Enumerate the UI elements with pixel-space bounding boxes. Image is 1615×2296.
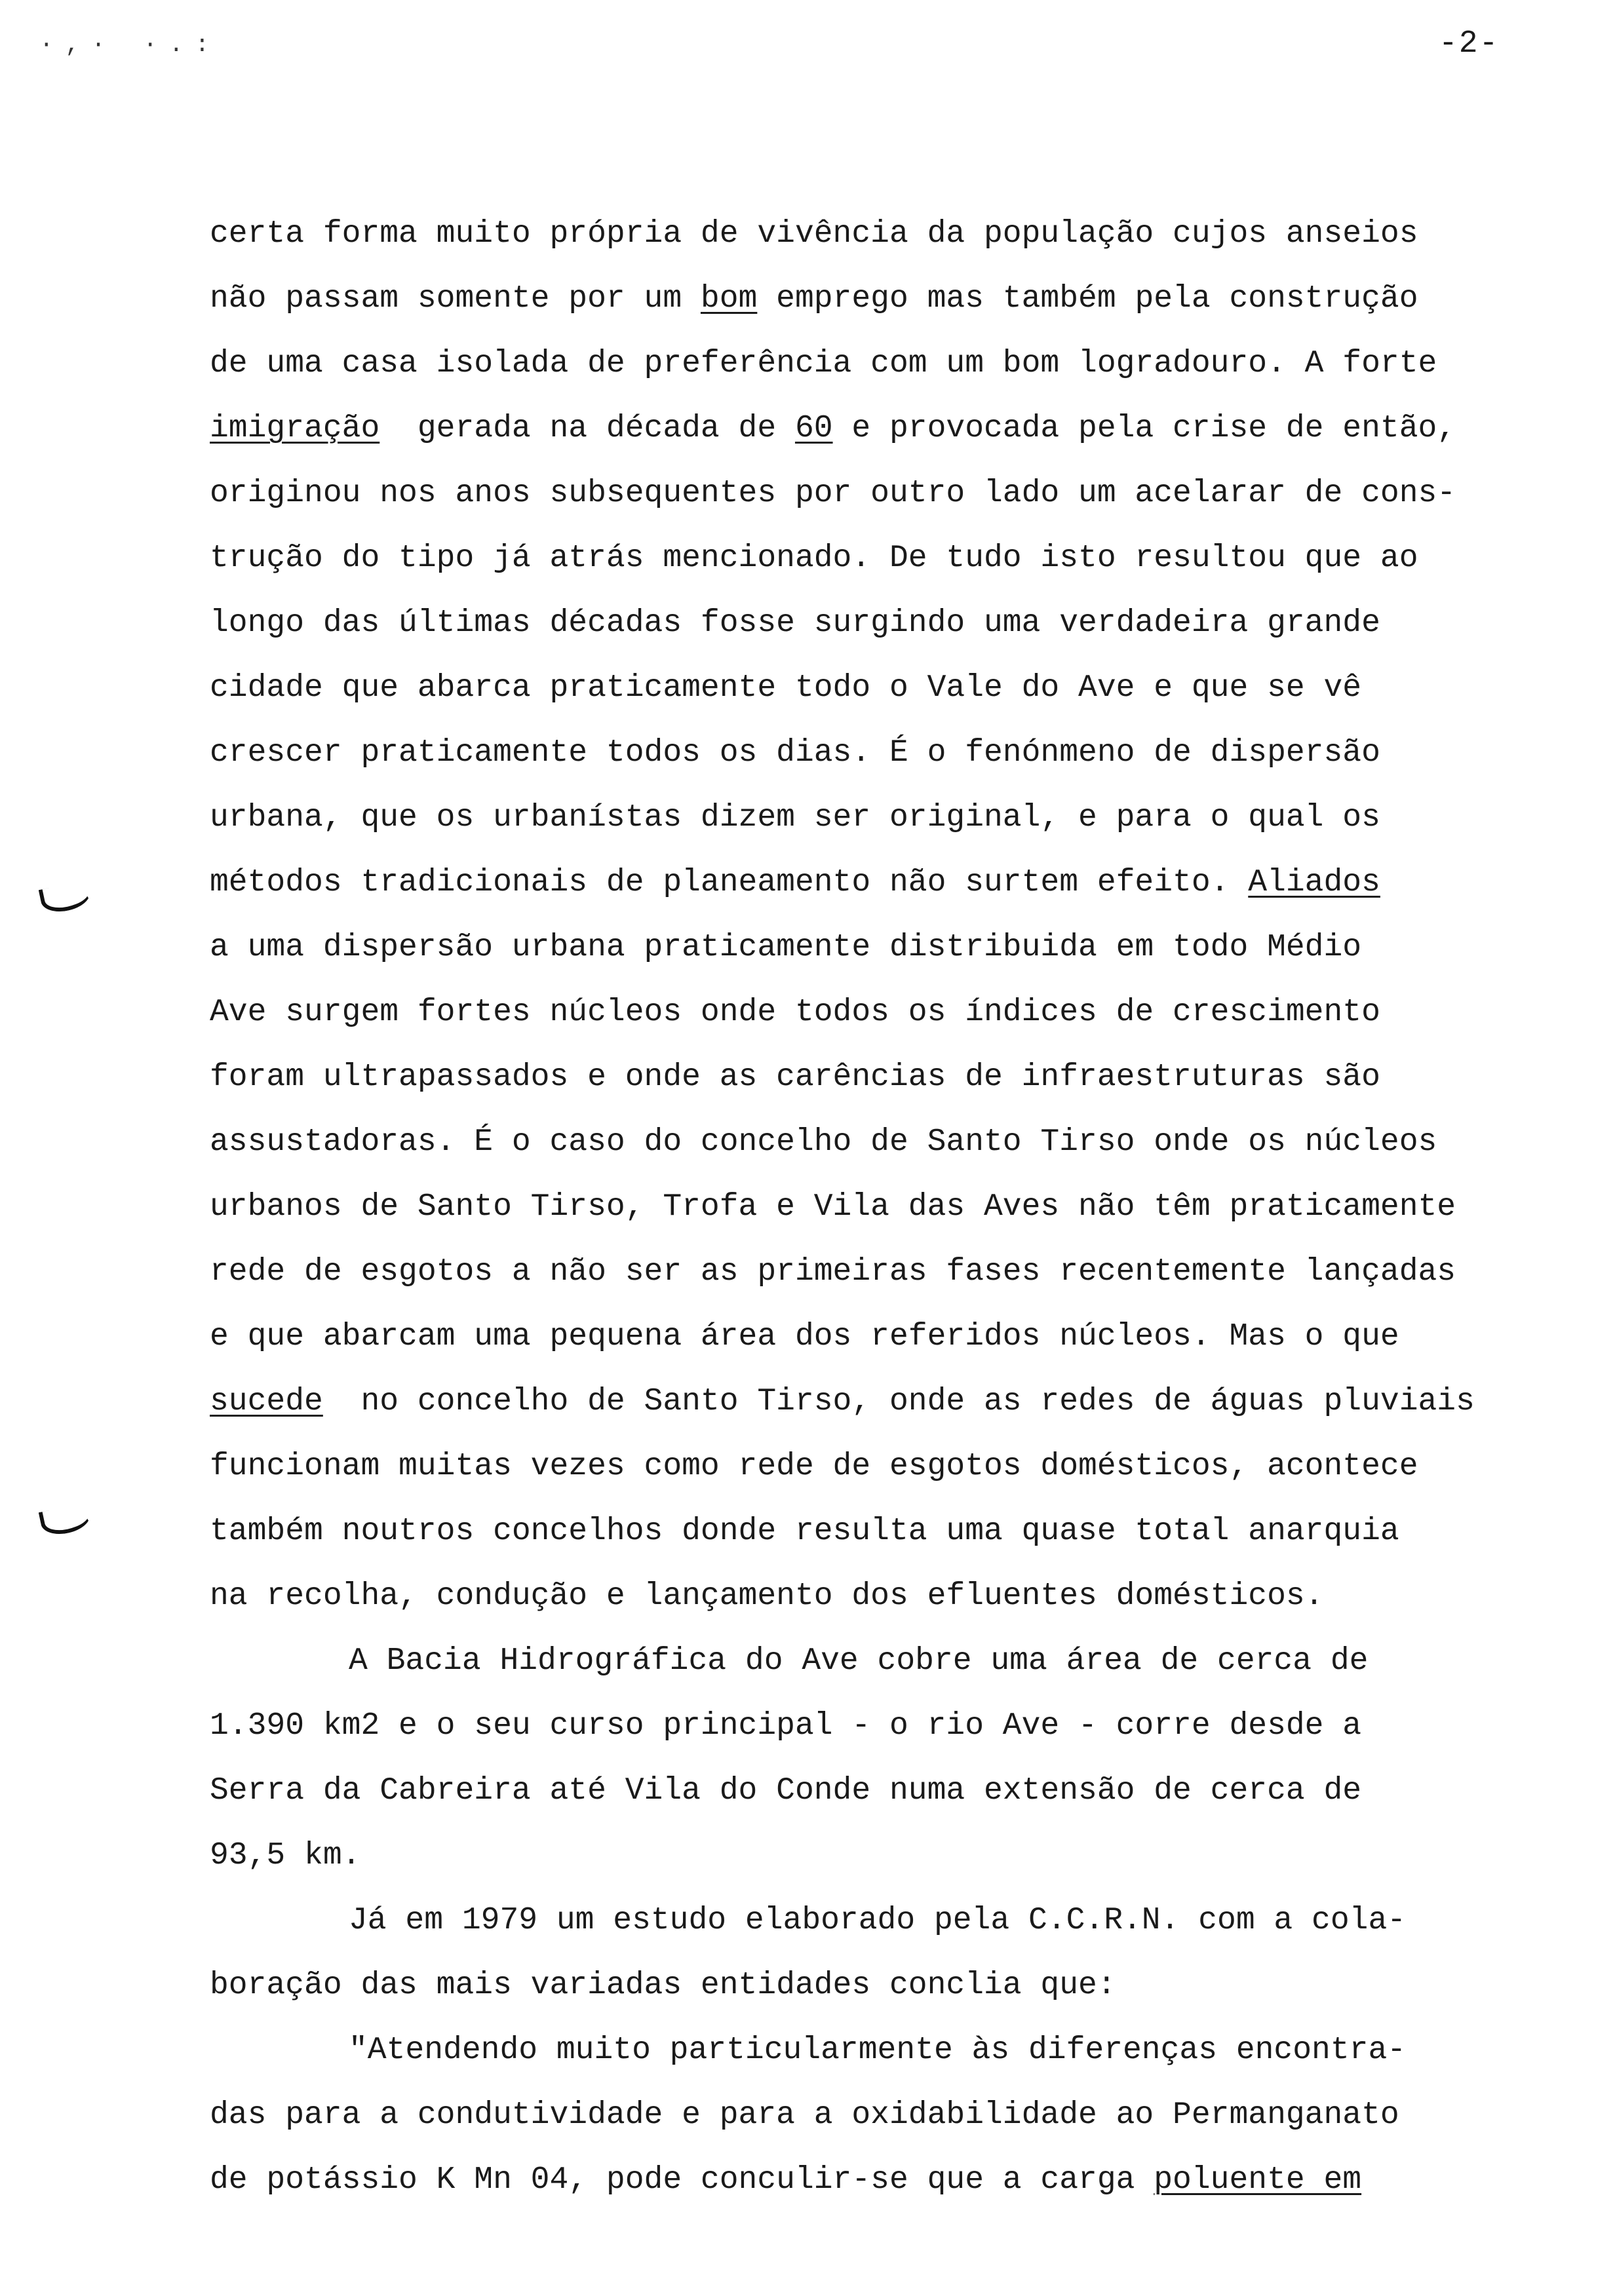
text-run: funcionam muitas vezes como rede de esgotos domésticos, acontece [210,1449,1418,1484]
underlined-word: poluente em [1154,2162,1362,2198]
text-line [210,1759,1475,1824]
text-run: rede de esgotos a não ser as primeiras fases recentemente lançadas [210,1254,1456,1290]
text-line [210,656,1475,721]
text-run: certa forma muito própria de vivência da população cujos anseios [210,216,1418,252]
text-run: A Bacia Hidrográfica do Ave cobre uma área de cerca de [349,1643,1369,1679]
text-run: na recolha, condução e lançamento dos efluentes domésticos. [210,1578,1324,1614]
text-line [210,1824,1475,1888]
text-run: a uma dispersão urbana praticamente distribuida em todo Médio [210,930,1362,965]
text-line [210,332,1475,396]
text-run: assustadoras. É o caso do concelho de Santo Tirso onde os núcleos [210,1124,1437,1160]
text-line [210,1434,1475,1499]
underlined-word: sucede [210,1384,323,1419]
text-line [210,396,1475,461]
text-run: crescer praticamente todos os dias. É o fenónmeno de dispersão [210,735,1380,771]
text-run: foram ultrapassados e onde as carências de infraestruturas são [210,1060,1380,1095]
underlined-word: imigração [210,411,380,446]
text-line [210,461,1475,526]
text-line [210,2083,1475,2148]
text-line [210,1369,1475,1434]
text-run: cidade que abarca praticamente todo o Vale do Ave e que se vê [210,670,1362,706]
page-number: -2- [1439,26,1500,62]
text-run: 1.390 km2 e o seu curso principal - o rio Ave - corre desde a [210,1708,1362,1744]
document-body [210,202,1475,2213]
underlined-word: bom [700,281,758,316]
text-line [210,1110,1475,1175]
text-line [210,1694,1475,1759]
text-run: longo das últimas décadas fosse surgindo uma verdadeira grande [210,605,1380,641]
text-run: no concelho de Santo Tirso, onde as redes de águas pluviais [322,1384,1475,1419]
text-run: 93,5 km. [210,1838,361,1873]
text-run: gerada na década de [379,411,795,446]
text-run: também noutros concelhos donde resulta uma quase total anarquia [210,1514,1399,1549]
text-run: e provocada pela crise de então, [832,411,1456,446]
text-line [210,591,1475,656]
text-run: de potássio K Mn 04, pode conculir-se que a carga [210,2162,1154,2198]
scan-specks: ·,· ·.: [39,31,222,58]
binding-hole-mark-bottom [39,1502,93,1539]
text-run: "Atendendo muito particularmente às diferenças encontra- [349,2033,1407,2068]
underlined-word: Aliados [1248,865,1380,900]
text-run: e que abarcam uma pequena área dos referidos núcleos. Mas o que [210,1319,1399,1354]
text-run: emprego mas também pela construção [757,281,1418,316]
text-run: Ave surgem fortes núcleos onde todos os índices de crescimento [210,995,1380,1030]
text-run: de uma casa isolada de preferência com um bom logradouro. A forte [210,346,1437,381]
text-run: métodos tradicionais de planeamento não surtem efeito. [210,865,1249,900]
text-run: das para a condutividade e para a oxidabilidade ao Permanganato [210,2097,1399,2133]
text-line [210,526,1475,591]
text-line [210,1305,1475,1369]
text-line [210,2018,1475,2083]
text-run: urbanos de Santo Tirso, Trofa e Vila das Aves não têm praticamente [210,1189,1456,1225]
text-line [210,1564,1475,1629]
text-run: urbana, que os urbanístas dizem ser original, e para o qual os [210,800,1380,835]
text-line [210,1175,1475,1240]
text-line [210,1953,1475,2018]
text-line [210,721,1475,786]
text-line [210,202,1475,267]
text-line [210,915,1475,980]
text-line [210,980,1475,1045]
text-line [210,1888,1475,1953]
text-run: não passam somente por um [210,281,701,316]
text-run: trução do tipo já atrás mencionado. De tudo isto resultou que ao [210,541,1418,576]
text-line [210,2148,1475,2213]
text-line [210,851,1475,915]
underlined-word: 60 [794,411,833,446]
text-line [210,1240,1475,1305]
text-line [210,786,1475,851]
text-run: Já em 1979 um estudo elaborado pela C.C.R.N. com a cola- [349,1903,1407,1938]
text-line [210,1629,1475,1694]
text-line [210,1499,1475,1564]
text-line [210,267,1475,332]
text-line [210,1045,1475,1110]
text-run: boração das mais variadas entidades conclia que: [210,1968,1116,2003]
binding-hole-mark-top [39,880,93,916]
text-run: Serra da Cabreira até Vila do Conde numa extensão de cerca de [210,1773,1362,1808]
text-run: originou nos anos subsequentes por outro lado um acelarar de cons- [210,476,1456,511]
